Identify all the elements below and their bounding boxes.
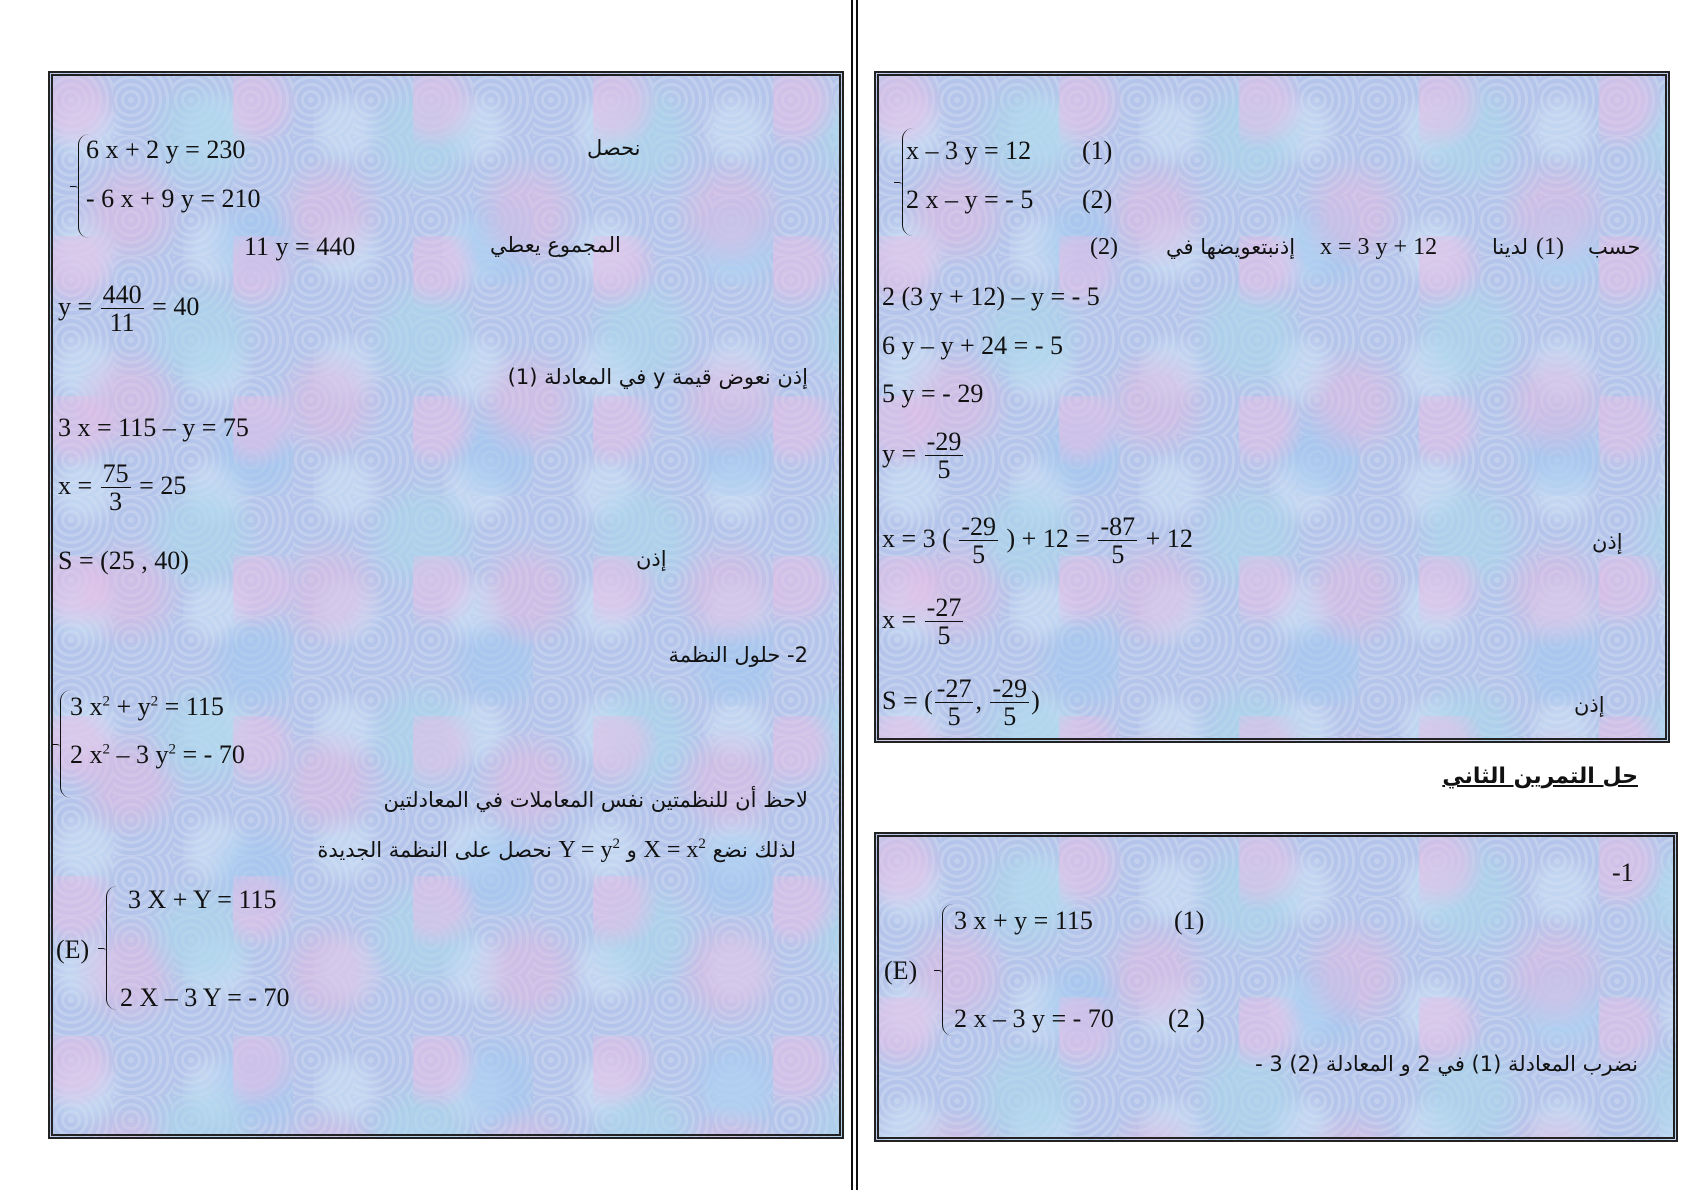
x-line-b: ) + 12 = xyxy=(1006,523,1090,553)
brace-system-E-right xyxy=(942,904,953,1036)
fraction-numerator: -29 xyxy=(992,674,1028,703)
x-line-c: + 12 xyxy=(1145,523,1193,553)
exponent: 2 xyxy=(698,836,706,852)
exponent: 2 xyxy=(612,836,620,852)
exponent: 2 xyxy=(150,693,159,710)
fraction-numerator: -87 xyxy=(1100,512,1136,541)
sys2-eq2 xyxy=(70,742,245,768)
sys2-eq1 xyxy=(70,694,224,720)
label-then-right-2: إذن xyxy=(1574,693,1605,717)
rb-eq1: 3 x + y = 115 xyxy=(954,906,1093,935)
fraction-numerator: 440 xyxy=(102,280,142,309)
label-according: حسب xyxy=(1588,235,1641,259)
rb-eq1-number: (1) xyxy=(1174,906,1205,935)
label-set-and: و xyxy=(626,838,637,862)
fraction-s2 xyxy=(990,675,1029,731)
brace-system-E xyxy=(106,886,117,1010)
label-then-right: إذن xyxy=(1592,530,1623,554)
y-result xyxy=(882,428,965,484)
y-prefix: y = xyxy=(882,438,917,468)
fraction-x-result xyxy=(925,594,964,650)
section-title: حل التمرين الثاني xyxy=(1442,764,1638,789)
eq-3x: 3 x = 115 – y = 75 xyxy=(58,413,249,442)
exponent: 2 xyxy=(102,693,110,710)
fraction-denominator: 5 xyxy=(1003,702,1017,732)
instruction: نضرب المعادلة (1) في 2 و المعادلة (2) 3 - xyxy=(1255,1052,1638,1076)
x-calc-prefix: x = xyxy=(58,470,93,500)
term-y: + y xyxy=(110,692,151,721)
system-E-label: (E) xyxy=(56,935,90,964)
rt-eq1-number: (1) xyxy=(1082,136,1113,165)
sysE-eq1: 3 X + Y = 115 xyxy=(128,885,277,914)
exponent: 2 xyxy=(168,741,176,758)
fraction-denominator: 5 xyxy=(947,702,961,732)
fraction-numerator: -27 xyxy=(936,674,972,703)
ref-2: (2) xyxy=(1090,234,1118,260)
label-set-b: نحصل على النظمة الجديدة xyxy=(317,838,552,862)
term-3y: – 3 y xyxy=(110,740,169,769)
sysE-eq2: 2 X – 3 Y = - 70 xyxy=(120,983,290,1012)
rt-eq1: x – 3 y = 12 xyxy=(906,136,1032,165)
fraction-440-11 xyxy=(101,281,144,337)
sys1-eq1: 6 x + 2 y = 230 xyxy=(86,135,246,164)
fraction-75-3 xyxy=(101,460,131,516)
x-expression: x = 3 y + 12 xyxy=(1320,234,1438,260)
label-note: لاحظ أن للنظمتين نفس المعاملات في المعادلتين xyxy=(383,788,808,812)
y-calculation xyxy=(58,281,199,337)
fraction-y xyxy=(925,428,964,484)
solution-set: S = (25 , 40) xyxy=(58,546,189,575)
x-calc-suffix: = 25 xyxy=(139,470,187,500)
label-substituting: إذنبتعويضها في xyxy=(1166,235,1296,259)
step-3: 5 y = - 29 xyxy=(882,379,984,408)
sys1-eq2: - 6 x + 9 y = 210 xyxy=(86,184,261,213)
X-definition-text: X = x xyxy=(643,837,699,863)
x-substitution-line xyxy=(882,513,1193,569)
fraction-denominator: 5 xyxy=(937,621,951,651)
x-result xyxy=(882,594,965,650)
label-then: إذن xyxy=(636,547,667,571)
s-suffix: ) xyxy=(1031,685,1040,715)
center-divider xyxy=(851,0,858,1190)
y-calc-suffix: = 40 xyxy=(152,291,200,321)
s-comma: , xyxy=(975,685,982,715)
term-2x: 2 x xyxy=(70,740,103,769)
fraction-numerator: -29 xyxy=(926,427,962,456)
s-prefix: S = ( xyxy=(882,685,933,715)
x-calculation xyxy=(58,460,186,516)
ref-1: (1) xyxy=(1536,234,1564,260)
fraction-numerator: 75 xyxy=(102,459,129,488)
label-sum: المجموع يعطي xyxy=(490,233,621,257)
fraction-denominator: 11 xyxy=(109,308,135,338)
solution-set-right xyxy=(882,675,1040,731)
Y-definition-text: Y = y xyxy=(558,837,613,863)
term-rhs: = - 70 xyxy=(176,740,245,769)
right-top-panel xyxy=(874,71,1670,743)
label-we-have: لدينا xyxy=(1492,235,1529,259)
fraction-x1 xyxy=(959,513,998,569)
sum-equation: 11 y = 440 xyxy=(244,232,356,261)
step-1: 2 (3 y + 12) – y = - 5 xyxy=(882,282,1100,311)
term-3x: 3 x xyxy=(70,692,103,721)
fraction-numerator: -27 xyxy=(926,593,962,622)
y-calc-prefix: y = xyxy=(58,291,93,321)
X-definition xyxy=(644,837,706,863)
rt-eq2-number: (2) xyxy=(1082,185,1113,214)
Y-definition xyxy=(558,837,619,863)
step-2: 6 y – y + 24 = - 5 xyxy=(882,331,1063,360)
label-set-a: لذلك نضع xyxy=(712,838,796,862)
system-E-label-right: (E) xyxy=(884,956,918,985)
fraction-numerator: -29 xyxy=(961,512,996,541)
rb-eq2-number: (2 ) xyxy=(1168,1004,1205,1033)
term-rhs: = 115 xyxy=(158,692,224,721)
label-get: نحصل xyxy=(587,136,641,160)
exponent: 2 xyxy=(102,741,110,758)
label-part-2: 2- حلول النظمة xyxy=(668,643,808,667)
label-set-substitution xyxy=(317,838,796,862)
fraction-denominator: 5 xyxy=(937,455,951,485)
label-substitute: إذن نعوض قيمة y في المعادلة (1) xyxy=(507,365,808,389)
right-bottom-panel xyxy=(874,832,1678,1142)
fraction-denominator: 5 xyxy=(1111,540,1125,570)
fraction-denominator: 5 xyxy=(972,540,986,570)
rt-eq2: 2 x – y = - 5 xyxy=(906,185,1034,214)
fraction-denominator: 3 xyxy=(109,487,123,517)
left-panel xyxy=(48,71,844,1139)
rb-eq2: 2 x – 3 y = - 70 xyxy=(954,1004,1114,1033)
fraction-s1 xyxy=(935,675,974,731)
fraction-x2 xyxy=(1098,513,1137,569)
x-line-a: x = 3 ( xyxy=(882,523,951,553)
x-res-prefix: x = xyxy=(882,604,917,634)
item-number: -1 xyxy=(1612,858,1634,887)
